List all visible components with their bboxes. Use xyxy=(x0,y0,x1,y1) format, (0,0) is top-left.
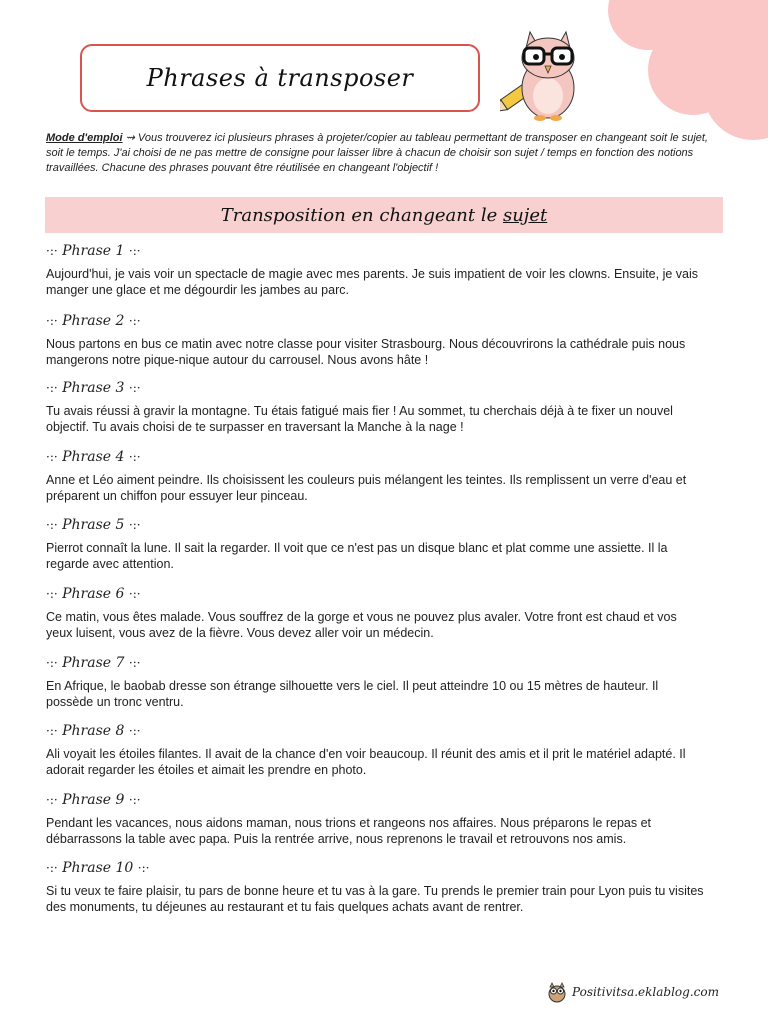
dots-right: ·:· xyxy=(128,244,141,258)
phrase-block-10 xyxy=(46,857,706,915)
phrase-label: Phrase 6 xyxy=(62,586,125,602)
dots-left: ·:· xyxy=(46,724,58,738)
dots-left: ·:· xyxy=(46,450,58,464)
phrase-text: Pendant les vacances, nous aidons maman, nous trions et rangeons nos affaires. Nous préparons le repas et débarrassons la table avec papa. Puis la rentrée arrive, nous reprenons le travail et retrouvons nos amis. xyxy=(46,816,651,846)
dots-right: ·:· xyxy=(128,793,141,807)
title-box xyxy=(80,44,480,112)
instructions-paragraph xyxy=(46,131,716,176)
instructions-text: Vous trouverez ici plusieurs phrases à projeter/copier au tableau permettant de transposer en changeant soit le sujet, soit le temps. J'ai choisi de ne pas mettre de consigne pour laisser libre à chacun de choisir son sujet / temps en fonction des notions travaillées. Chacune des phrases pouvant être réutilisée en changeant l'objectif ! xyxy=(46,132,708,174)
phrase-text: En Afrique, le baobab dresse son étrange silhouette vers le ciel. Il peut atteindre 10 ou 15 mètres de hauteur. Il possède un tronc ventru. xyxy=(46,679,659,709)
phrase-label: Phrase 4 xyxy=(62,449,125,465)
phrase-text: Tu avais réussi à gravir la montagne. Tu étais fatigué mais fier ! Au sommet, tu cherchais déjà à te fixer un nouvel objectif. Tu avais choisi de te surpasser en traversant la Manche à la nage ! xyxy=(46,404,673,434)
phrase-heading xyxy=(46,514,706,536)
dots-left: ·:· xyxy=(46,587,58,601)
phrase-heading xyxy=(46,377,706,399)
phrase-block-2 xyxy=(46,310,706,368)
section-title-underlined: sujet xyxy=(502,204,548,226)
phrase-block-8 xyxy=(46,720,706,778)
dots-right: ·:· xyxy=(128,587,141,601)
phrase-heading xyxy=(46,857,706,879)
phrase-block-5 xyxy=(46,514,706,572)
dots-right: ·:· xyxy=(137,861,150,875)
dots-right: ·:· xyxy=(128,381,141,395)
phrase-label: Phrase 5 xyxy=(62,517,125,533)
phrase-heading xyxy=(46,583,706,605)
phrase-block-6 xyxy=(46,583,706,641)
dots-left: ·:· xyxy=(46,656,58,670)
section-title-prefix: Transposition en changeant le xyxy=(220,204,503,226)
dots-right: ·:· xyxy=(128,450,141,464)
phrase-block-4 xyxy=(46,446,706,504)
instructions-label: Mode d'emploi xyxy=(46,132,123,144)
dots-right: ·:· xyxy=(128,314,141,328)
owl-with-glasses-and-pencil-icon xyxy=(500,26,590,124)
phrase-label: Phrase 9 xyxy=(62,792,125,808)
section-header-band xyxy=(45,197,723,233)
dots-left: ·:· xyxy=(46,314,58,328)
phrase-text: Ce matin, vous êtes malade. Vous souffrez de la gorge et vous ne pouvez plus avaler. Votre front est chaud et vos yeux luisent, vous avez de la fièvre. Vous devez aller voir un médecin. xyxy=(46,610,677,640)
phrase-heading xyxy=(46,446,706,468)
phrase-text: Si tu veux te faire plaisir, tu pars de bonne heure et tu vas à la gare. Tu prends le premier train pour Lyon puis tu visites des monuments, tu déjeunes au restaurant et tu fais quelques achats avant de rentrer. xyxy=(46,884,704,914)
phrase-heading xyxy=(46,652,706,674)
phrase-text: Ali voyait les étoiles filantes. Il avait de la chance d'en voir beaucoup. Il réunit des amis et il prit le matériel adapté. Il adorait regarder les étoiles et aimait les prendre en photo. xyxy=(46,747,686,777)
phrase-heading xyxy=(46,720,706,742)
phrase-heading xyxy=(46,240,706,262)
dots-left: ·:· xyxy=(46,381,58,395)
phrase-text: Aujourd'hui, je vais voir un spectacle de magie avec mes parents. Je suis impatient de voir les clowns. Ensuite, je vais manger une glace et me dégourdir les jambes au parc. xyxy=(46,267,699,297)
dots-left: ·:· xyxy=(46,793,58,807)
phrase-label: Phrase 8 xyxy=(62,723,125,739)
phrase-text: Nous partons en bus ce matin avec notre classe pour visiter Strasbourg. Nous découvrirons la cathédrale puis nous mangerons notre pique-nique autour du carrousel. Nous avons hâte ! xyxy=(46,337,686,367)
phrase-block-7 xyxy=(46,652,706,710)
phrase-heading xyxy=(46,789,706,811)
owl-icon xyxy=(546,981,568,1003)
dots-right: ·:· xyxy=(128,724,141,738)
phrase-heading xyxy=(46,310,706,332)
dots-left: ·:· xyxy=(46,244,58,258)
phrase-label: Phrase 10 xyxy=(62,860,134,876)
phrase-label: Phrase 1 xyxy=(62,243,125,259)
dots-left: ·:· xyxy=(46,518,58,532)
phrase-text: Anne et Léo aiment peindre. Ils choisissent les couleurs puis mélangent les teintes. Ils remplissent un verre d'eau et préparent un chiffon pour essuyer leur pinceau. xyxy=(46,473,687,503)
phrase-block-9 xyxy=(46,789,706,847)
phrase-block-3 xyxy=(46,377,706,435)
footer-site-link[interactable]: Positivitsa.eklablog.com xyxy=(572,985,719,999)
dots-left: ·:· xyxy=(46,861,58,875)
phrase-label: Phrase 2 xyxy=(62,313,125,329)
dots-right: ·:· xyxy=(128,518,141,532)
page-title: Phrases à transposer xyxy=(146,64,414,92)
arrow-icon: ⇝ xyxy=(125,132,135,144)
section-title xyxy=(221,205,548,226)
phrase-label: Phrase 3 xyxy=(62,380,125,396)
phrase-text: Pierrot connaît la lune. Il sait la regarder. Il voit que ce n'est pas un disque blanc et plat comme une assiette. Il la regarde avec attention. xyxy=(46,541,668,571)
footer xyxy=(546,980,746,1004)
phrase-block-1 xyxy=(46,240,706,298)
dots-right: ·:· xyxy=(128,656,141,670)
phrase-label: Phrase 7 xyxy=(62,655,125,671)
